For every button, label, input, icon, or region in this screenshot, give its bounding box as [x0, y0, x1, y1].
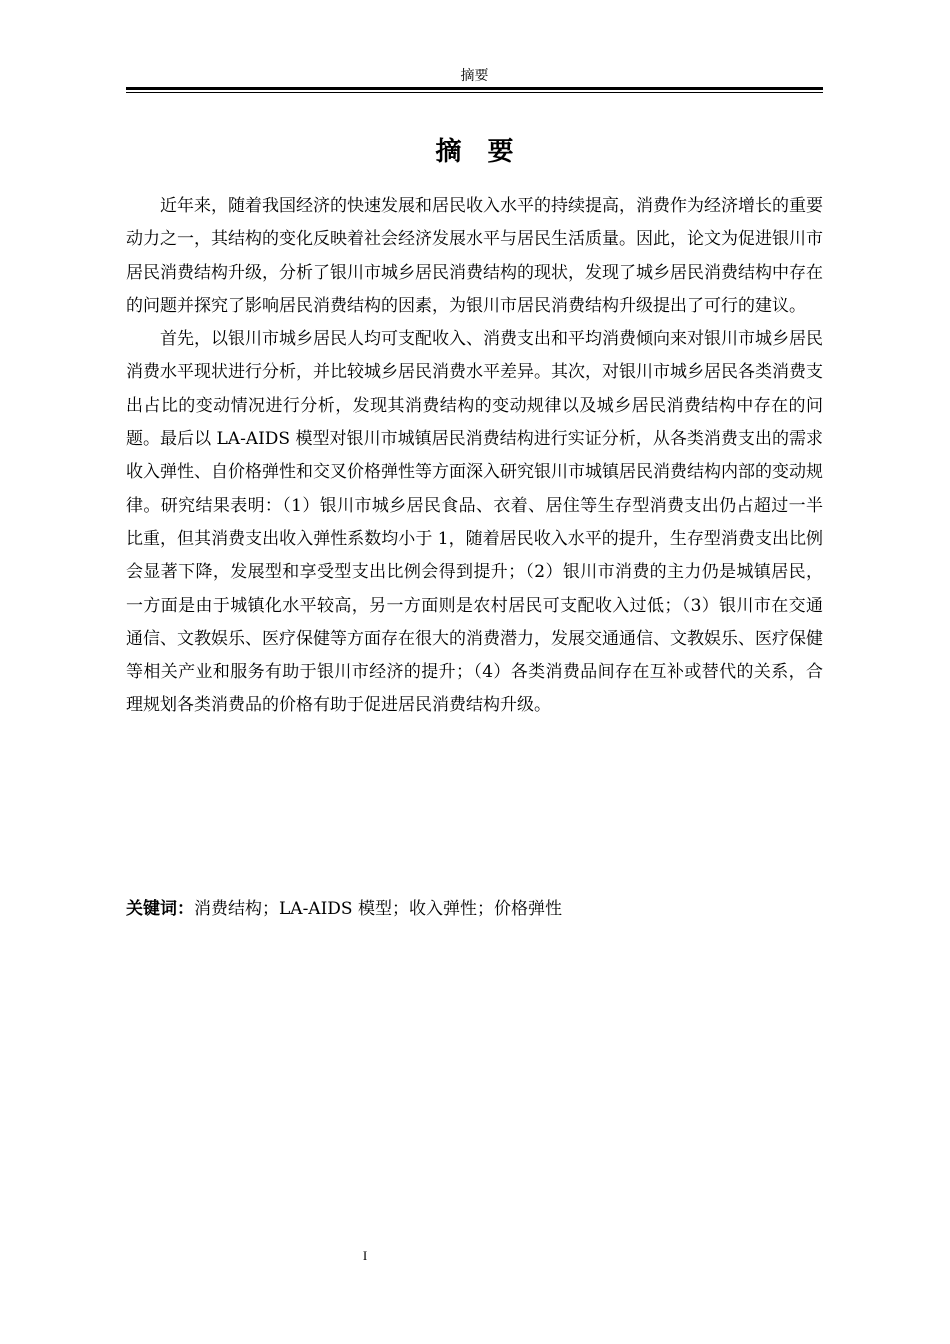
- page-number: I: [362, 1248, 368, 1263]
- keywords-line: [126, 895, 823, 923]
- abstract-paragraph-2: 首先，以银川市城乡居民人均可支配收入、消费支出和平均消费倾向来对银川市城乡居民消费水平现状进行分析，并比较城乡居民消费水平差异。其次，对银川市城乡居民各类消费支出占比的变动情况进行分析，发现其消费结构的变动规律以及城乡居民消费结构中存在的问题。最后以 LA-AIDS 模型对银川市城镇居民消费结构进行实证分析，从各类消费支出的需求收入弹性、自价格弹性和交叉价格弹性等方面深入研究银川市城镇居民消费结构内部的变动规律。研究结果表明：（1）银川市城乡居民食品、衣着、居住等生存型消费支出仍占超过一半比重，但其消费支出收入弹性系数均小于 1，随着居民收入水平的提升，生存型消费支出比例会显著下降，发展型和享受型支出比例会得到提升；（2）银川市消费的主力仍是城镇居民，一方面是由于城镇化水平较高，另一方面则是农村居民可支配收入过低；（3）银川市在交通通信、文教娱乐、医疗保健等方面存在很大的消费潜力，发展交通通信、文教娱乐、医疗保健等相关产业和服务有助于银川市经济的提升；（4）各类消费品间存在互补或替代的关系，合理规划各类消费品的价格有助于促进居民消费结构升级。: [126, 329, 823, 716]
- abstract-paragraph-1: 近年来，随着我国经济的快速发展和居民收入水平的持续提高，消费作为经济增长的重要动力之一，其结构的变化反映着社会经济发展水平与居民生活质量。因此，论文为促进银川市居民消费结构升级，分析了银川市城乡居民消费结构的现状，发现了城乡居民消费结构中存在的问题并探究了影响居民消费结构的因素，为银川市居民消费结构升级提出了可行的建议。: [126, 196, 823, 316]
- keywords-text: 消费结构；LA-AIDS 模型；收入弹性；价格弹性: [194, 899, 562, 919]
- keywords-label: 关键词：: [126, 899, 194, 919]
- abstract-body: [126, 190, 823, 723]
- running-header: 摘要: [460, 68, 489, 84]
- abstract-title: 摘要: [435, 137, 540, 167]
- header-rule-thick: [126, 87, 823, 90]
- header-rule-thin: [126, 92, 823, 93]
